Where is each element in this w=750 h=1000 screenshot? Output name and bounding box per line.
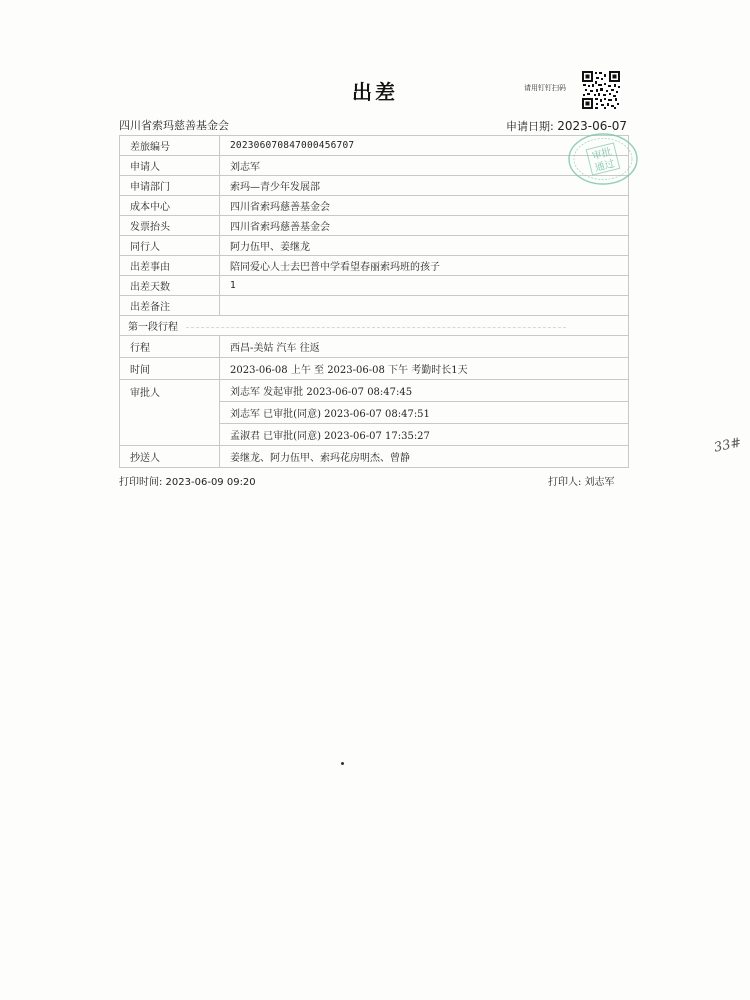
table-row: [120, 336, 629, 358]
organization-name: 四川省索玛慈善基金会: [119, 119, 229, 132]
table-row: [120, 446, 629, 468]
segment-heading-text: 第一段行程: [128, 322, 178, 333]
field-value: [220, 296, 629, 316]
segment-heading: [120, 316, 629, 336]
field-label: 出差天数: [120, 276, 220, 296]
field-value: 阿力伍甲、姜继龙: [220, 236, 629, 256]
travel-form-table: [119, 135, 629, 468]
table-row: [120, 276, 629, 296]
approval-row: [120, 380, 629, 402]
segment-heading-row: [120, 316, 629, 336]
approval-record: 刘志军 发起审批 2023-06-07 08:47:45: [220, 380, 629, 402]
approval-record: 刘志军 已审批(同意) 2023-06-07 08:47:51: [220, 402, 629, 424]
field-label: 出差备注: [120, 296, 220, 316]
printer-name: 打印人: 刘志军: [548, 477, 615, 488]
stamp-text: 审批: [590, 146, 613, 163]
table-row: [120, 216, 629, 236]
table-row: [120, 136, 629, 156]
stamp-text: 通过: [593, 158, 616, 175]
table-row: [120, 176, 629, 196]
divider: [186, 327, 566, 329]
field-value: 1: [220, 276, 629, 296]
qr-code-icon[interactable]: [581, 70, 621, 110]
route-value: 西昌-美姑 汽车 往返: [220, 336, 629, 358]
table-row: [120, 358, 629, 380]
apply-date-value: 2023-06-07: [557, 119, 627, 133]
field-value: 索玛—青少年发展部: [220, 176, 629, 196]
table-row: [120, 256, 629, 276]
approval-record: 孟淑君 已审批(同意) 2023-06-07 17:35:27: [220, 424, 629, 446]
time-label: 时间: [120, 358, 220, 380]
time-value: 2023-06-08 上午 至 2023-06-08 下午 考勤时长1天: [220, 358, 629, 380]
field-value: 202306070847000456707: [220, 136, 629, 156]
field-value: 陪同爱心人士去巴普中学看望春丽索玛班的孩子: [220, 256, 629, 276]
field-label: 成本中心: [120, 196, 220, 216]
print-time: 打印时间: 2023-06-09 09:20: [119, 477, 256, 488]
cc-label: 抄送人: [120, 446, 220, 468]
field-label: 申请人: [120, 156, 220, 176]
field-label: 申请部门: [120, 176, 220, 196]
scan-speck: [341, 762, 344, 765]
field-label: 差旅编号: [120, 136, 220, 156]
field-label: 出差事由: [120, 256, 220, 276]
field-label: 发票抬头: [120, 216, 220, 236]
route-label: 行程: [120, 336, 220, 358]
qr-caption: 请用钉钉扫码: [524, 84, 566, 92]
cc-value: 姜继龙、阿力伍甲、索玛花房明杰、曾静: [220, 446, 629, 468]
field-label: 同行人: [120, 236, 220, 256]
approver-label: 审批人: [120, 380, 220, 446]
approved-stamp-icon: [567, 132, 639, 186]
table-row: [120, 296, 629, 316]
field-value: 四川省索玛慈善基金会: [220, 216, 629, 236]
table-row: [120, 236, 629, 256]
table-row: [120, 196, 629, 216]
document-title: 出差: [352, 80, 398, 104]
field-value: 四川省索玛慈善基金会: [220, 196, 629, 216]
table-row: [120, 156, 629, 176]
handwritten-mark: 33#: [712, 435, 743, 456]
field-value: 刘志军: [220, 156, 629, 176]
apply-date-label: 申请日期:: [506, 120, 554, 133]
